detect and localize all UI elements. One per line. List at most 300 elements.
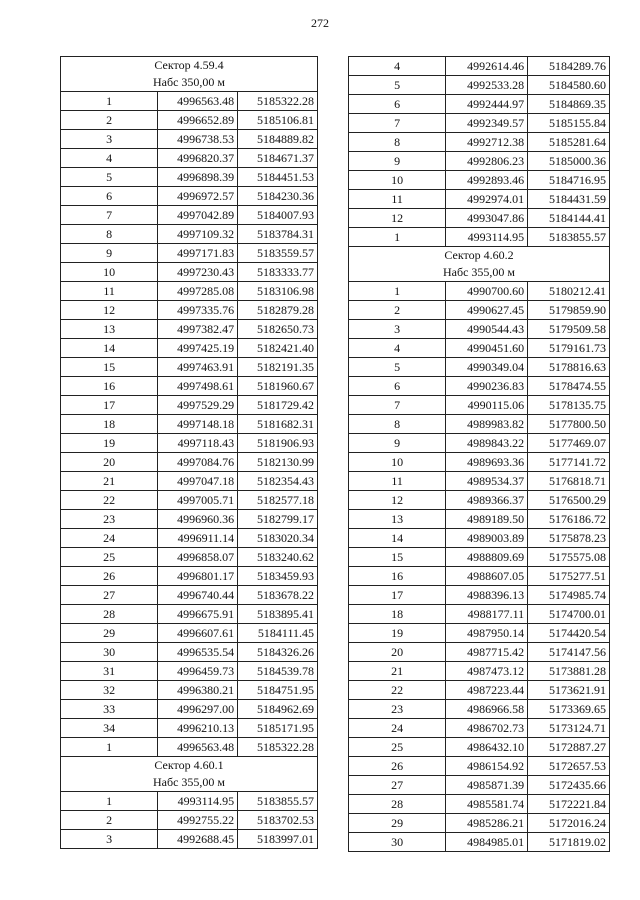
point-number-cell: 30 [349, 833, 446, 852]
x-coordinate-cell: 4992614.46 [446, 57, 528, 76]
table-row [61, 320, 318, 339]
x-coordinate-cell: 4987950.14 [446, 624, 528, 643]
y-coordinate-cell: 5182130.99 [238, 453, 318, 472]
point-number-cell: 4 [349, 57, 446, 76]
table-row [61, 548, 318, 567]
point-number-cell: 21 [61, 472, 158, 491]
point-number-cell: 18 [349, 605, 446, 624]
y-coordinate-cell: 5184289.76 [528, 57, 610, 76]
x-coordinate-cell: 4992755.22 [158, 811, 238, 830]
point-number-cell: 7 [349, 114, 446, 133]
y-coordinate-cell: 5184751.95 [238, 681, 318, 700]
y-coordinate-cell: 5183855.57 [528, 228, 610, 247]
y-coordinate-cell: 5177141.72 [528, 453, 610, 472]
point-number-cell: 21 [349, 662, 446, 681]
point-number-cell: 1 [61, 738, 158, 757]
table-row [61, 415, 318, 434]
point-number-cell: 26 [349, 757, 446, 776]
point-number-cell: 1 [349, 228, 446, 247]
table-row [349, 434, 610, 453]
table-row [61, 111, 318, 130]
y-coordinate-cell: 5171819.02 [528, 833, 610, 852]
point-number-cell: 26 [61, 567, 158, 586]
sector-header [349, 247, 610, 282]
sector-title: Сектор 4.59.4 [154, 58, 224, 72]
table-row [349, 643, 610, 662]
y-coordinate-cell: 5184671.37 [238, 149, 318, 168]
point-number-cell: 11 [349, 190, 446, 209]
y-coordinate-cell: 5177469.07 [528, 434, 610, 453]
y-coordinate-cell: 5178474.55 [528, 377, 610, 396]
y-coordinate-cell: 5177800.50 [528, 415, 610, 434]
table-row [61, 244, 318, 263]
x-coordinate-cell: 4997109.32 [158, 225, 238, 244]
table-row [349, 228, 610, 247]
point-number-cell: 17 [61, 396, 158, 415]
point-number-cell: 10 [349, 453, 446, 472]
y-coordinate-cell: 5184007.93 [238, 206, 318, 225]
point-number-cell: 9 [349, 152, 446, 171]
point-number-cell: 1 [61, 792, 158, 811]
table-body-right [349, 57, 610, 852]
table-row [349, 301, 610, 320]
point-number-cell: 27 [349, 776, 446, 795]
point-number-cell: 14 [349, 529, 446, 548]
y-coordinate-cell: 5184962.69 [238, 700, 318, 719]
point-number-cell: 4 [61, 149, 158, 168]
sector-header [61, 757, 318, 792]
y-coordinate-cell: 5175575.08 [528, 548, 610, 567]
table-row [349, 700, 610, 719]
sector-header [61, 57, 318, 92]
x-coordinate-cell: 4985871.39 [446, 776, 528, 795]
y-coordinate-cell: 5183855.57 [238, 792, 318, 811]
y-coordinate-cell: 5183020.34 [238, 529, 318, 548]
y-coordinate-cell: 5183459.93 [238, 567, 318, 586]
point-number-cell: 24 [61, 529, 158, 548]
sector-title: Сектор 4.60.1 [154, 758, 224, 772]
table-row [349, 510, 610, 529]
point-number-cell: 20 [349, 643, 446, 662]
x-coordinate-cell: 4987715.42 [446, 643, 528, 662]
x-coordinate-cell: 4992712.38 [446, 133, 528, 152]
x-coordinate-cell: 4992444.97 [446, 95, 528, 114]
x-coordinate-cell: 4997498.61 [158, 377, 238, 396]
y-coordinate-cell: 5181682.31 [238, 415, 318, 434]
point-number-cell: 16 [349, 567, 446, 586]
x-coordinate-cell: 4996960.36 [158, 510, 238, 529]
y-coordinate-cell: 5179161.73 [528, 339, 610, 358]
x-coordinate-cell: 4993114.95 [446, 228, 528, 247]
y-coordinate-cell: 5184889.82 [238, 130, 318, 149]
x-coordinate-cell: 4996740.44 [158, 586, 238, 605]
point-number-cell: 27 [61, 586, 158, 605]
y-coordinate-cell: 5176186.72 [528, 510, 610, 529]
x-coordinate-cell: 4997047.18 [158, 472, 238, 491]
table-row [61, 738, 318, 757]
point-number-cell: 29 [61, 624, 158, 643]
y-coordinate-cell: 5173369.65 [528, 700, 610, 719]
table-row [349, 57, 610, 76]
table-row [349, 738, 610, 757]
point-number-cell: 15 [349, 548, 446, 567]
x-coordinate-cell: 4987473.12 [446, 662, 528, 681]
point-number-cell: 8 [61, 225, 158, 244]
x-coordinate-cell: 4996380.21 [158, 681, 238, 700]
x-coordinate-cell: 4997005.71 [158, 491, 238, 510]
table-row [349, 171, 610, 190]
table-row [349, 453, 610, 472]
x-coordinate-cell: 4989534.37 [446, 472, 528, 491]
table-row [61, 811, 318, 830]
y-coordinate-cell: 5184716.95 [528, 171, 610, 190]
y-coordinate-cell: 5184539.78 [238, 662, 318, 681]
y-coordinate-cell: 5184326.26 [238, 643, 318, 662]
table-row [61, 605, 318, 624]
y-coordinate-cell: 5175878.23 [528, 529, 610, 548]
x-coordinate-cell: 4985581.74 [446, 795, 528, 814]
table-row [349, 529, 610, 548]
table-row [349, 209, 610, 228]
x-coordinate-cell: 4990236.83 [446, 377, 528, 396]
table-row [61, 719, 318, 738]
table-row [61, 529, 318, 548]
y-coordinate-cell: 5176818.71 [528, 472, 610, 491]
point-number-cell: 7 [61, 206, 158, 225]
point-number-cell: 1 [61, 92, 158, 111]
table-row [349, 605, 610, 624]
point-number-cell: 16 [61, 377, 158, 396]
point-number-cell: 12 [349, 491, 446, 510]
y-coordinate-cell: 5183240.62 [238, 548, 318, 567]
point-number-cell: 2 [61, 811, 158, 830]
table-row [61, 92, 318, 111]
x-coordinate-cell: 4989003.89 [446, 529, 528, 548]
x-coordinate-cell: 4996911.14 [158, 529, 238, 548]
table-row [61, 187, 318, 206]
table-row [349, 548, 610, 567]
table-row [349, 76, 610, 95]
y-coordinate-cell: 5185106.81 [238, 111, 318, 130]
point-number-cell: 22 [349, 681, 446, 700]
table-row [349, 833, 610, 852]
table-row [349, 681, 610, 700]
table-row [349, 624, 610, 643]
point-number-cell: 22 [61, 491, 158, 510]
y-coordinate-cell: 5185322.28 [238, 92, 318, 111]
y-coordinate-cell: 5183784.31 [238, 225, 318, 244]
point-number-cell: 2 [61, 111, 158, 130]
table-body-left [61, 57, 318, 849]
y-coordinate-cell: 5178135.75 [528, 396, 610, 415]
x-coordinate-cell: 4990349.04 [446, 358, 528, 377]
table-row [61, 681, 318, 700]
x-coordinate-cell: 4986154.92 [446, 757, 528, 776]
y-coordinate-cell: 5172016.24 [528, 814, 610, 833]
y-coordinate-cell: 5183678.22 [238, 586, 318, 605]
y-coordinate-cell: 5183895.41 [238, 605, 318, 624]
x-coordinate-cell: 4992349.57 [446, 114, 528, 133]
table-row [349, 795, 610, 814]
x-coordinate-cell: 4986702.73 [446, 719, 528, 738]
y-coordinate-cell: 5176500.29 [528, 491, 610, 510]
x-coordinate-cell: 4997171.83 [158, 244, 238, 263]
y-coordinate-cell: 5179859.90 [528, 301, 610, 320]
x-coordinate-cell: 4989366.37 [446, 491, 528, 510]
x-coordinate-cell: 4986432.10 [446, 738, 528, 757]
point-number-cell: 23 [349, 700, 446, 719]
x-coordinate-cell: 4996459.73 [158, 662, 238, 681]
table-row [349, 114, 610, 133]
x-coordinate-cell: 4990700.60 [446, 282, 528, 301]
y-coordinate-cell: 5181729.42 [238, 396, 318, 415]
y-coordinate-cell: 5185155.84 [528, 114, 610, 133]
point-number-cell: 23 [61, 510, 158, 529]
x-coordinate-cell: 4989189.50 [446, 510, 528, 529]
point-number-cell: 31 [61, 662, 158, 681]
table-row [349, 814, 610, 833]
x-coordinate-cell: 4992533.28 [446, 76, 528, 95]
x-coordinate-cell: 4997382.47 [158, 320, 238, 339]
sector-title: Сектор 4.60.2 [444, 248, 514, 262]
x-coordinate-cell: 4989693.36 [446, 453, 528, 472]
x-coordinate-cell: 4997118.43 [158, 434, 238, 453]
point-number-cell: 30 [61, 643, 158, 662]
table-row [349, 320, 610, 339]
y-coordinate-cell: 5185322.28 [238, 738, 318, 757]
x-coordinate-cell: 4996535.54 [158, 643, 238, 662]
x-coordinate-cell: 4993114.95 [158, 792, 238, 811]
y-coordinate-cell: 5173621.91 [528, 681, 610, 700]
x-coordinate-cell: 4992893.46 [446, 171, 528, 190]
table-row [61, 643, 318, 662]
point-number-cell: 32 [61, 681, 158, 700]
x-coordinate-cell: 4996210.13 [158, 719, 238, 738]
point-number-cell: 20 [61, 453, 158, 472]
point-number-cell: 5 [349, 358, 446, 377]
table-row [61, 149, 318, 168]
point-number-cell: 1 [349, 282, 446, 301]
x-coordinate-cell: 4996898.39 [158, 168, 238, 187]
point-number-cell: 4 [349, 339, 446, 358]
table-row [349, 377, 610, 396]
x-coordinate-cell: 4992688.45 [158, 830, 238, 849]
y-coordinate-cell: 5180212.41 [528, 282, 610, 301]
y-coordinate-cell: 5174420.54 [528, 624, 610, 643]
table-row [349, 415, 610, 434]
table-row [349, 95, 610, 114]
coordinates-table-left [60, 56, 318, 849]
table-row [349, 472, 610, 491]
point-number-cell: 19 [349, 624, 446, 643]
x-coordinate-cell: 4997042.89 [158, 206, 238, 225]
table-row [61, 700, 318, 719]
point-number-cell: 6 [61, 187, 158, 206]
y-coordinate-cell: 5182577.18 [238, 491, 318, 510]
point-number-cell: 17 [349, 586, 446, 605]
y-coordinate-cell: 5183997.01 [238, 830, 318, 849]
y-coordinate-cell: 5182421.40 [238, 339, 318, 358]
y-coordinate-cell: 5179509.58 [528, 320, 610, 339]
y-coordinate-cell: 5172657.53 [528, 757, 610, 776]
table-row [349, 190, 610, 209]
point-number-cell: 5 [349, 76, 446, 95]
table-row [61, 263, 318, 282]
x-coordinate-cell: 4997230.43 [158, 263, 238, 282]
table-row [61, 830, 318, 849]
y-coordinate-cell: 5174700.01 [528, 605, 610, 624]
table-row [61, 472, 318, 491]
point-number-cell: 13 [61, 320, 158, 339]
y-coordinate-cell: 5184230.36 [238, 187, 318, 206]
point-number-cell: 15 [61, 358, 158, 377]
x-coordinate-cell: 4988396.13 [446, 586, 528, 605]
y-coordinate-cell: 5181960.67 [238, 377, 318, 396]
table-row [61, 282, 318, 301]
table-row [61, 453, 318, 472]
sector-header-row [349, 247, 610, 282]
table-row [349, 757, 610, 776]
point-number-cell: 9 [61, 244, 158, 263]
y-coordinate-cell: 5184431.59 [528, 190, 610, 209]
table-row [349, 282, 610, 301]
y-coordinate-cell: 5173881.28 [528, 662, 610, 681]
point-number-cell: 8 [349, 133, 446, 152]
table-row [61, 396, 318, 415]
x-coordinate-cell: 4989983.82 [446, 415, 528, 434]
x-coordinate-cell: 4992974.01 [446, 190, 528, 209]
point-number-cell: 7 [349, 396, 446, 415]
x-coordinate-cell: 4997463.91 [158, 358, 238, 377]
table-row [61, 225, 318, 244]
y-coordinate-cell: 5172887.27 [528, 738, 610, 757]
y-coordinate-cell: 5184111.45 [238, 624, 318, 643]
y-coordinate-cell: 5184144.41 [528, 209, 610, 228]
y-coordinate-cell: 5182879.28 [238, 301, 318, 320]
x-coordinate-cell: 4996972.57 [158, 187, 238, 206]
point-number-cell: 3 [61, 130, 158, 149]
y-coordinate-cell: 5181906.93 [238, 434, 318, 453]
x-coordinate-cell: 4993047.86 [446, 209, 528, 228]
y-coordinate-cell: 5184451.53 [238, 168, 318, 187]
y-coordinate-cell: 5172221.84 [528, 795, 610, 814]
point-number-cell: 14 [61, 339, 158, 358]
point-number-cell: 19 [61, 434, 158, 453]
x-coordinate-cell: 4988607.05 [446, 567, 528, 586]
table-row [61, 377, 318, 396]
y-coordinate-cell: 5182650.73 [238, 320, 318, 339]
point-number-cell: 25 [349, 738, 446, 757]
point-number-cell: 24 [349, 719, 446, 738]
y-coordinate-cell: 5172435.66 [528, 776, 610, 795]
coordinates-table-right [348, 56, 610, 852]
point-number-cell: 2 [349, 301, 446, 320]
x-coordinate-cell: 4986966.58 [446, 700, 528, 719]
x-coordinate-cell: 4996297.00 [158, 700, 238, 719]
x-coordinate-cell: 4997425.19 [158, 339, 238, 358]
table-row [61, 358, 318, 377]
point-number-cell: 3 [61, 830, 158, 849]
y-coordinate-cell: 5173124.71 [528, 719, 610, 738]
y-coordinate-cell: 5183559.57 [238, 244, 318, 263]
y-coordinate-cell: 5183333.77 [238, 263, 318, 282]
point-number-cell: 12 [349, 209, 446, 228]
y-coordinate-cell: 5184869.35 [528, 95, 610, 114]
x-coordinate-cell: 4992806.23 [446, 152, 528, 171]
x-coordinate-cell: 4990451.60 [446, 339, 528, 358]
x-coordinate-cell: 4996563.48 [158, 738, 238, 757]
x-coordinate-cell: 4985286.21 [446, 814, 528, 833]
point-number-cell: 9 [349, 434, 446, 453]
sector-height: Набс 355,00 м [152, 775, 226, 789]
table-row [61, 510, 318, 529]
x-coordinate-cell: 4989843.22 [446, 434, 528, 453]
x-coordinate-cell: 4996675.91 [158, 605, 238, 624]
point-number-cell: 25 [61, 548, 158, 567]
y-coordinate-cell: 5184580.60 [528, 76, 610, 95]
point-number-cell: 5 [61, 168, 158, 187]
y-coordinate-cell: 5182191.35 [238, 358, 318, 377]
table-row [61, 567, 318, 586]
x-coordinate-cell: 4988177.11 [446, 605, 528, 624]
x-coordinate-cell: 4987223.44 [446, 681, 528, 700]
x-coordinate-cell: 4996652.89 [158, 111, 238, 130]
table-row [61, 339, 318, 358]
x-coordinate-cell: 4996801.17 [158, 567, 238, 586]
point-number-cell: 33 [61, 700, 158, 719]
table-row [349, 133, 610, 152]
table-row [349, 567, 610, 586]
x-coordinate-cell: 4997148.18 [158, 415, 238, 434]
table-row [349, 491, 610, 510]
x-coordinate-cell: 4997529.29 [158, 396, 238, 415]
x-coordinate-cell: 4996738.53 [158, 130, 238, 149]
x-coordinate-cell: 4984985.01 [446, 833, 528, 852]
point-number-cell: 28 [349, 795, 446, 814]
y-coordinate-cell: 5185281.64 [528, 133, 610, 152]
table-row [61, 434, 318, 453]
point-number-cell: 34 [61, 719, 158, 738]
point-number-cell: 28 [61, 605, 158, 624]
x-coordinate-cell: 4996820.37 [158, 149, 238, 168]
point-number-cell: 11 [349, 472, 446, 491]
table-row [61, 662, 318, 681]
table-row [349, 358, 610, 377]
table-row [349, 662, 610, 681]
x-coordinate-cell: 4996858.07 [158, 548, 238, 567]
x-coordinate-cell: 4996563.48 [158, 92, 238, 111]
point-number-cell: 11 [61, 282, 158, 301]
x-coordinate-cell: 4996607.61 [158, 624, 238, 643]
y-coordinate-cell: 5182354.43 [238, 472, 318, 491]
point-number-cell: 10 [61, 263, 158, 282]
y-coordinate-cell: 5175277.51 [528, 567, 610, 586]
y-coordinate-cell: 5185000.36 [528, 152, 610, 171]
y-coordinate-cell: 5182799.17 [238, 510, 318, 529]
point-number-cell: 6 [349, 377, 446, 396]
point-number-cell: 12 [61, 301, 158, 320]
table-row [61, 130, 318, 149]
table-row [61, 301, 318, 320]
table-row [349, 396, 610, 415]
sector-header-row [61, 57, 318, 92]
table-row [349, 339, 610, 358]
table-row [61, 491, 318, 510]
table-row [349, 152, 610, 171]
point-number-cell: 6 [349, 95, 446, 114]
y-coordinate-cell: 5174147.56 [528, 643, 610, 662]
x-coordinate-cell: 4997285.08 [158, 282, 238, 301]
